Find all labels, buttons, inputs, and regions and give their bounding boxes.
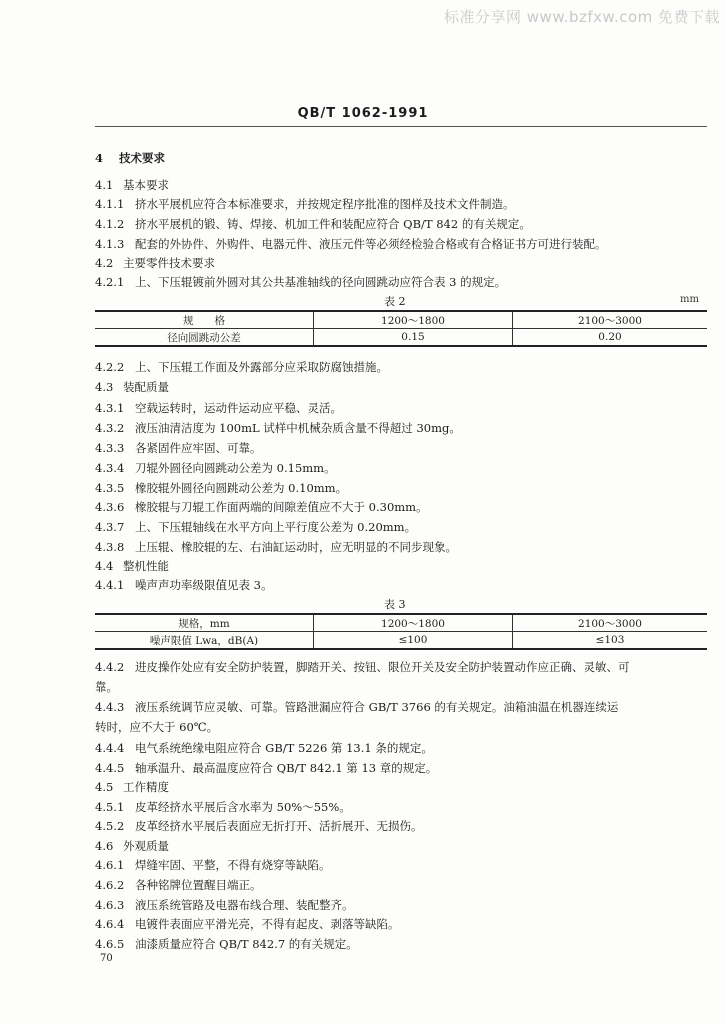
table-3-header-row [95, 614, 707, 632]
table-3-header-cell: 规格，mm [95, 614, 314, 632]
clause-4-2-1: 4.2.1 上、下压辊镀前外圆对其公共基准轴线的径向圆跳动应符合表 3 的规定。 [95, 275, 507, 289]
clause-4-4-5: 4.4.5 轴承温升、最高温度应符合 QB/T 842.1 第 13 章的规定。 [95, 761, 438, 775]
table-2-cell: 0.20 [513, 329, 708, 347]
clause-4-3-1: 4.3.1 空载运转时，运动件运动应平稳、灵活。 [95, 401, 342, 415]
clause-4-5-1: 4.5.1 皮革经挤水平展后含水率为 50%～55%。 [95, 800, 351, 814]
table-2-data-row [95, 329, 707, 347]
section-4-6-heading: 4.6 外观质量 [95, 839, 169, 853]
clause-4-3-7: 4.3.7 上、下压辊轴线在水平方向上平行度公差为 0.20mm。 [95, 520, 417, 534]
clause-4-6-4: 4.6.4 电镀件表面应平滑光亮，不得有起皮、剥落等缺陷。 [95, 917, 400, 931]
clause-4-3-4: 4.3.4 刀辊外圆径向圆跳动公差为 0.15mm。 [95, 461, 336, 475]
clause-4-4-2-continued: 靠。 [95, 680, 118, 694]
section-4-2-heading: 4.2 主要零件技术要求 [95, 256, 215, 270]
clause-4-3-5: 4.3.5 橡胶辊外圆径向圆跳动公差为 0.10mm。 [95, 481, 348, 495]
clause-4-1-1: 4.1.1 挤水平展机应符合本标准要求，并按规定程序批准的图样及技术文件制造。 [95, 197, 515, 211]
clause-4-4-1: 4.4.1 噪声声功率级限值见表 3。 [95, 578, 273, 592]
clause-4-3-6: 4.3.6 橡胶辊与刀辊工作面两端的间隙差值应不大于 0.30mm。 [95, 500, 428, 514]
clause-4-3-2: 4.3.2 液压油清洁度为 100mL 试样中机械杂质含量不得超过 30mg。 [95, 421, 461, 435]
table-2-unit: mm [680, 294, 699, 305]
clause-4-6-3: 4.6.3 液压系统管路及电器布线合理、装配整齐。 [95, 898, 354, 912]
clause-4-3-3: 4.3.3 各紧固件应牢固、可靠。 [95, 441, 262, 455]
table-2-header-cell: 规 格 [95, 311, 314, 329]
table-3-cell: ≤103 [513, 632, 708, 650]
clause-4-4-4: 4.4.4 电气系统绝缘电阻应符合 GB/T 5226 第 13.1 条的规定。 [95, 741, 433, 755]
clause-4-6-5: 4.6.5 油漆质量应符合 QB/T 842.7 的有关规定。 [95, 937, 358, 951]
clause-4-1-2: 4.1.2 挤水平展机的锻、铸、焊接、机加工件和装配应符合 QB/T 842 的有关规定。 [95, 217, 531, 231]
clause-4-4-3: 4.4.3 液压系统调节应灵敏、可靠。管路泄漏应符合 GB/T 3766 的有关规定。油箱油温在机器连续运 [95, 700, 619, 714]
watermark: 标准分享网 www.bzfxw.com 免费下载 [444, 8, 720, 26]
table-3-cell: ≤100 [314, 632, 513, 650]
clause-4-6-1: 4.6.1 焊缝牢固、平整，不得有烧穿等缺陷。 [95, 858, 331, 872]
clause-4-1-3: 4.1.3 配套的外协件、外购件、电器元件、液压元件等必须经检验合格或有合格证书方可进行装配。 [95, 237, 607, 251]
table-2-caption: 表 2 [384, 295, 406, 308]
table-2-cell: 0.15 [314, 329, 513, 347]
clause-4-4-3-continued: 转时，应不大于 60℃。 [95, 720, 219, 734]
section-4-3-heading: 4.3 装配质量 [95, 380, 169, 394]
table-3-header-cell: 1200～1800 [314, 614, 513, 632]
section-4-4-heading: 4.4 整机性能 [95, 559, 169, 573]
section-4-heading: 4 技术要求 [95, 151, 165, 165]
page-number: 70 [100, 953, 113, 964]
section-4-1-heading: 4.1 基本要求 [95, 178, 169, 192]
section-4-5-heading: 4.5 工作精度 [95, 780, 169, 794]
table-3-data-row [95, 632, 707, 650]
table-3-caption: 表 3 [384, 598, 406, 611]
table-2-header-cell: 2100～3000 [513, 311, 708, 329]
clause-4-4-2: 4.4.2 进皮操作处应有安全防护装置，脚踏开关、按钮、限位开关及安全防护装置动作应正确、灵敏、可 [95, 660, 630, 674]
clause-4-3-8: 4.3.8 上压辊、橡胶辊的左、右油缸运动时，应无明显的不同步现象。 [95, 540, 457, 554]
table-2-header-row [95, 311, 707, 329]
table-2-header-cell: 1200～1800 [314, 311, 513, 329]
table-2 [95, 310, 707, 347]
table-2-cell: 径向圆跳动公差 [95, 329, 314, 347]
clause-4-5-2: 4.5.2 皮革经挤水平展后表面应无折打开、活折展开、无损伤。 [95, 819, 423, 833]
clause-4-2-2: 4.2.2 上、下压辊工作面及外露部分应采取防腐蚀措施。 [95, 360, 388, 374]
header-rule [95, 126, 707, 127]
clause-4-6-2: 4.6.2 各种铭牌位置醒目端正。 [95, 878, 262, 892]
standard-header: QB/T 1062-1991 [297, 106, 429, 121]
table-3-cell: 噪声限值 Lwa，dB(A) [95, 632, 314, 650]
table-3-header-cell: 2100～3000 [513, 614, 708, 632]
table-3 [95, 613, 707, 650]
